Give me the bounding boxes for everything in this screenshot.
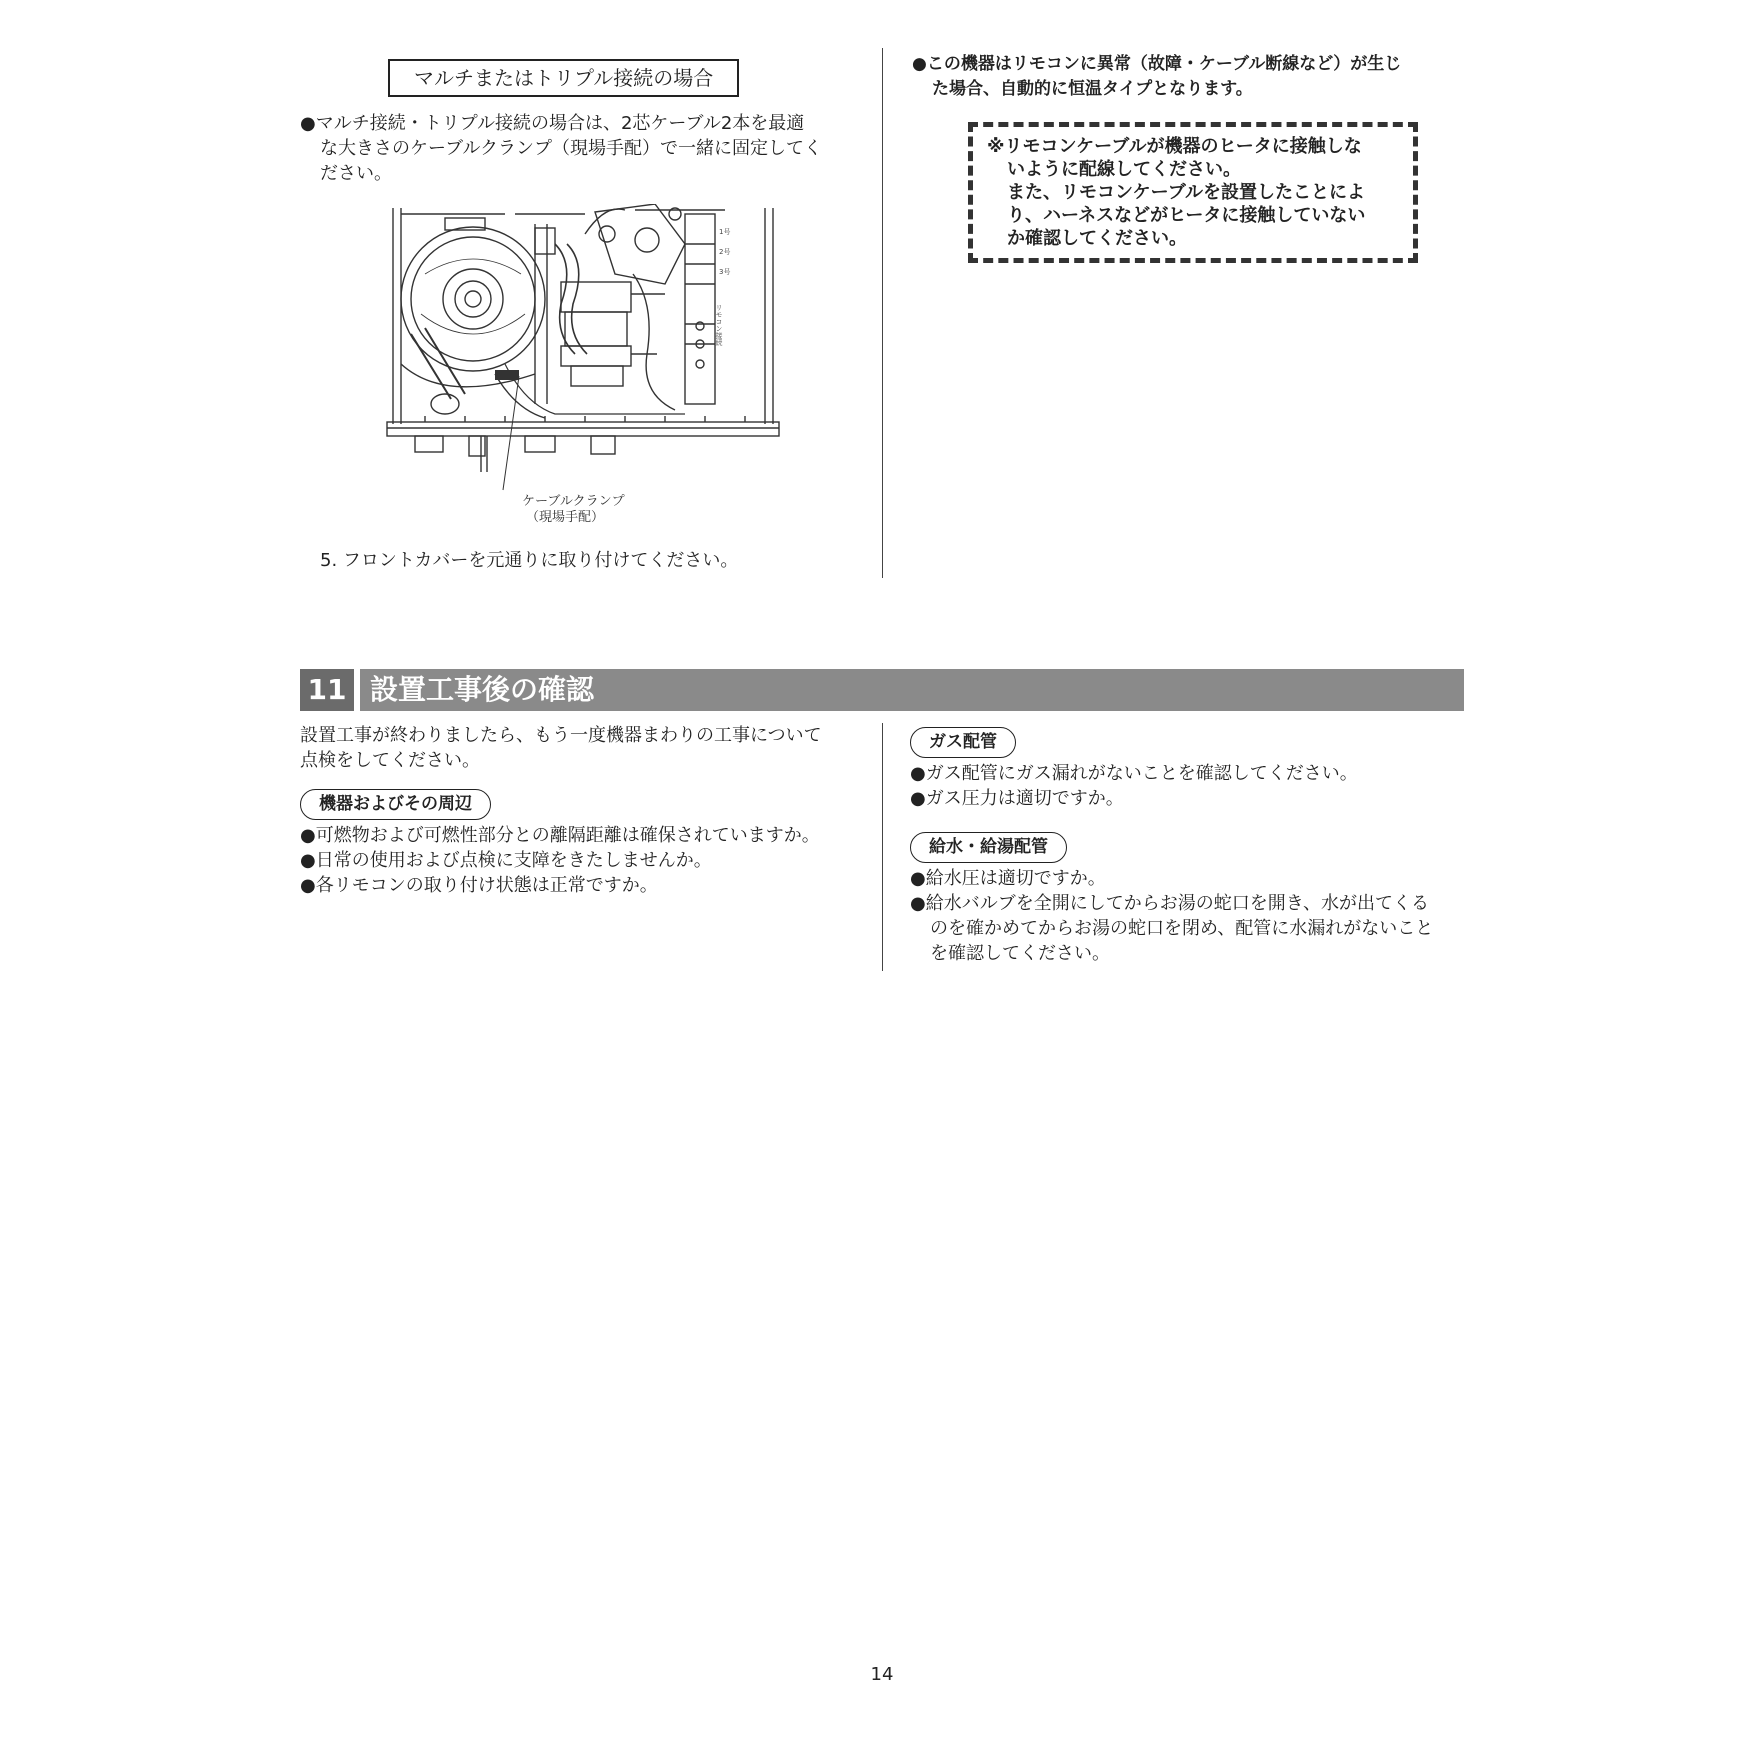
check-item-continued: を確認してください。	[930, 943, 1110, 964]
note-line: また、リモコンケーブルを設置したことによ	[1007, 182, 1366, 203]
section-title: 設置工事後の確認	[370, 673, 595, 706]
check-item: ●可燃物および可燃性部分との離隔距離は確保されていますか。	[300, 825, 820, 846]
check-item-continued: のを確かめてからお湯の蛇口を閉め、配管に水漏れがないこと	[930, 918, 1434, 939]
water-checklist	[910, 866, 1433, 966]
section-number-separator	[354, 669, 360, 711]
surroundings-checklist	[300, 823, 820, 898]
check-item: ●給水圧は適切ですか。	[910, 868, 1106, 889]
caution-note-box	[968, 122, 1418, 263]
note-line: いように配線してください。	[1007, 159, 1241, 180]
check-item: ●給水バルブを全開にしてからお湯の蛇口を開き、水が出てくる	[910, 893, 1429, 914]
svg-text:1号: 1号	[719, 228, 731, 236]
bullet-line: な大きさのケーブルクランプ（現場手配）で一緒に固定してく	[320, 138, 823, 159]
cable-clamp-label: ケーブルクランプ	[522, 494, 625, 509]
gas-checklist	[910, 761, 1358, 811]
column-divider-top	[882, 48, 883, 578]
column-divider-bottom	[882, 723, 883, 971]
check-item: ●日常の使用および点検に支障をきたしませんか。	[300, 850, 712, 871]
bullet-line: ださい。	[320, 163, 392, 184]
water-piping-label: 給水・給湯配管	[910, 832, 1067, 863]
svg-text:3号: 3号	[719, 268, 731, 276]
section-number: 11	[300, 669, 354, 711]
remote-abnormal-bullet	[912, 52, 1401, 102]
note-line: り、ハーネスなどがヒータに接触していない	[1007, 205, 1366, 226]
step-5: 5. フロントカバーを元通りに取り付けてください。	[320, 550, 739, 571]
intro-line: 設置工事が終わりましたら、もう一度機器まわりの工事について	[300, 725, 822, 746]
page-number: 14	[870, 1664, 894, 1685]
check-item: ●各リモコンの取り付け状態は正常ですか。	[300, 875, 658, 896]
site-supplied-label: （現場手配）	[526, 510, 605, 525]
svg-text:2号: 2号	[719, 248, 731, 256]
cable-clamp-callout	[522, 494, 625, 526]
water-heater-interior-illustration	[385, 204, 781, 504]
section-intro	[300, 723, 822, 773]
bullet-line: た場合、自動的に恒温タイプとなります。	[932, 79, 1253, 99]
check-item: ●ガス圧力は適切ですか。	[910, 788, 1124, 809]
note-line: か確認してください。	[1007, 228, 1187, 249]
multi-triple-heading: マルチまたはトリプル接続の場合	[388, 59, 739, 97]
intro-line: 点検をしてください。	[300, 750, 480, 771]
multi-connection-bullet	[300, 111, 822, 186]
check-item: ●ガス配管にガス漏れがないことを確認してください。	[910, 763, 1358, 784]
bullet-line: ●この機器はリモコンに異常（故障・ケーブル断線など）が生じ	[912, 54, 1402, 74]
note-line: ※リモコンケーブルが機器のヒータに接触しな	[987, 136, 1362, 157]
bullet-line: ●マルチ接続・トリプル接続の場合は、2芯ケーブル2本を最適	[300, 113, 805, 134]
svg-text:リモコン接続: リモコン接続	[715, 304, 723, 346]
surroundings-label: 機器およびその周辺	[300, 789, 491, 820]
gas-piping-label: ガス配管	[910, 727, 1016, 758]
